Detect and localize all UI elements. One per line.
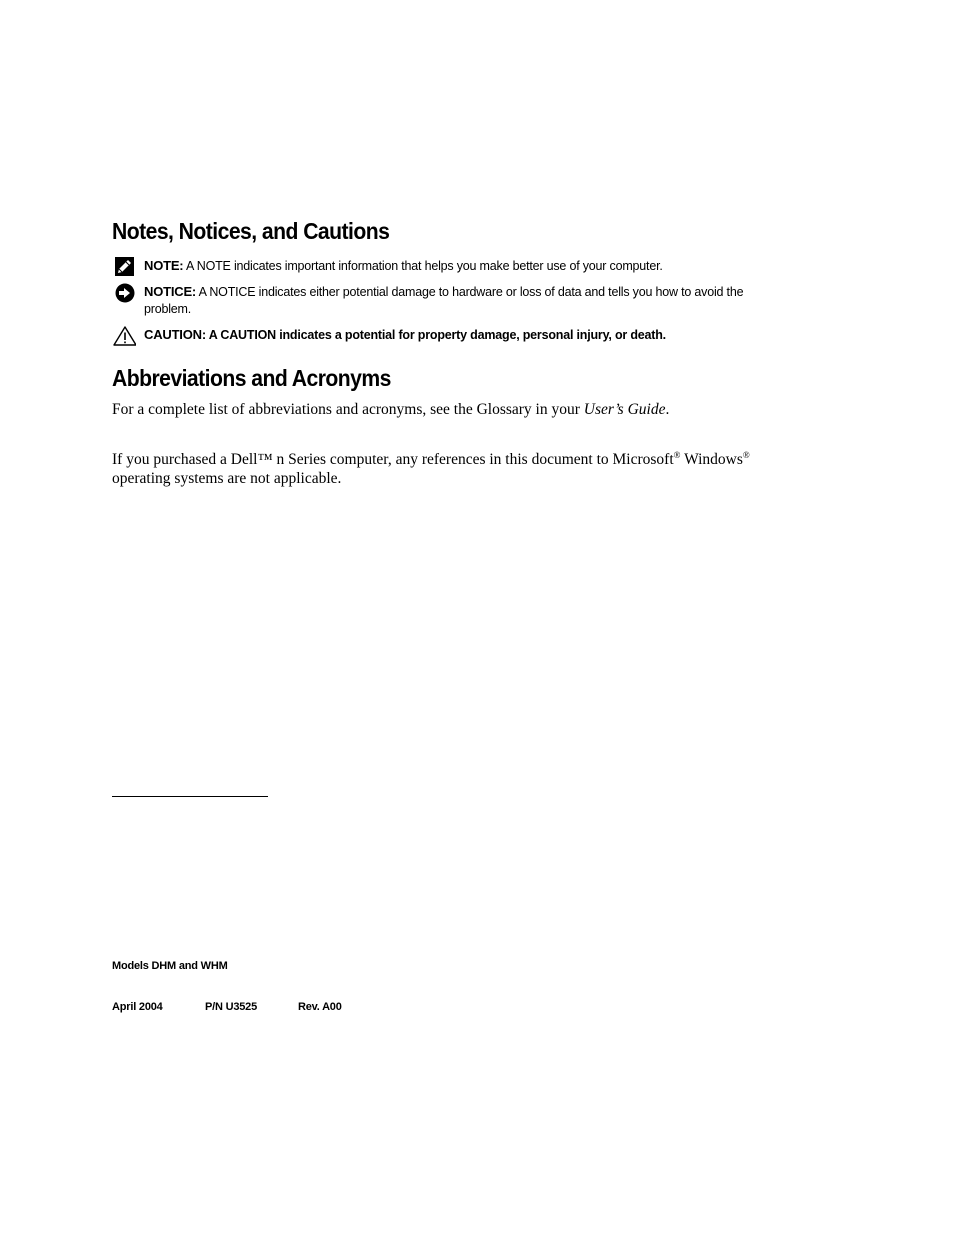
publication-date: April 2004 [112,1001,163,1013]
glossary-paragraph [112,400,792,419]
caution-triangle-icon [112,326,136,346]
abbreviations-heading: Abbreviations and Acronyms [112,365,391,391]
n-series-paragraph [112,450,792,488]
pencil-note-icon [112,257,136,277]
registered-mark: ® [742,450,750,460]
footer-divider [112,796,268,797]
n-series-text-1: If you purchased a Dell™ n Series computer, any references in this document to Microsoft [112,451,674,468]
n-series-text-3: operating systems are not applicable. [112,470,342,487]
glossary-text: For a complete list of abbreviations and acronyms, see the Glossary in your [112,401,584,418]
caution-label: CAUTION: [144,327,206,342]
note-label: NOTE: [144,258,184,273]
revision: Rev. A00 [298,1001,342,1013]
notice-text: A NOTICE indicates either potential damage to hardware or loss of data and tells you how to avoid the problem. [144,285,744,316]
glossary-period: . [665,401,670,418]
notice-label: NOTICE: [144,284,197,299]
notice-block [112,283,772,318]
caution-block [112,326,772,344]
n-series-text-2: Windows [680,451,743,468]
caution-text: A CAUTION indicates a potential for property damage, personal injury, or death. [205,328,666,342]
note-text: A NOTE indicates important information that helps you make better use of your computer. [183,259,663,273]
part-number: P/N U3525 [205,1001,258,1013]
registered-mark: ® [673,450,681,460]
notes-heading: Notes, Notices, and Cautions [112,218,390,244]
note-block [112,257,772,275]
users-guide-title: User’s Guide [583,401,666,418]
notice-arrow-icon [112,283,136,303]
models-line: Models DHM and WHM [112,960,228,972]
